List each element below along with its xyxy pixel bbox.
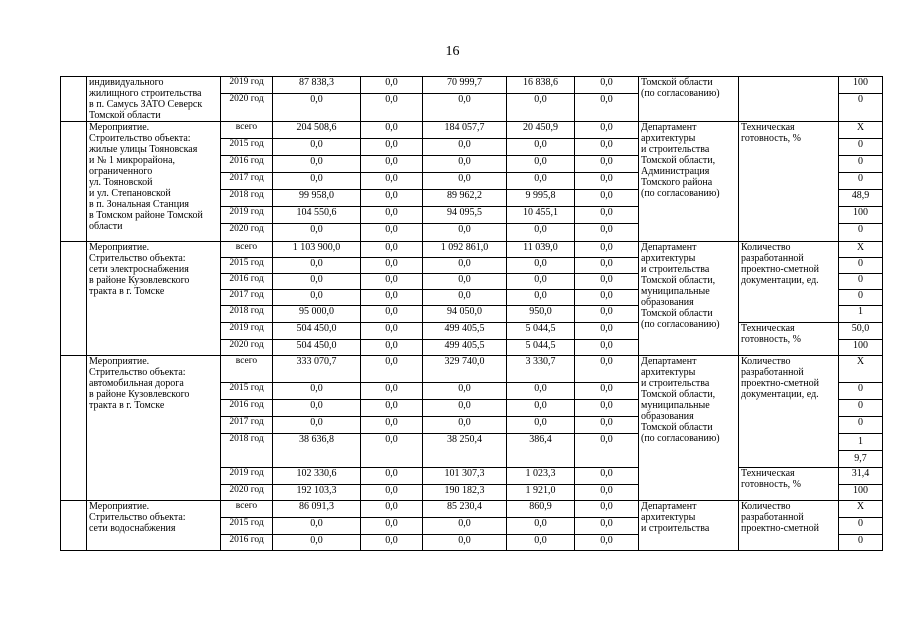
- year-cell: 2018 год: [221, 434, 273, 468]
- responsible-executor-line: Департамент: [641, 501, 697, 512]
- regional-cell: 0,0: [423, 224, 507, 242]
- extra-cell: 0,0: [575, 383, 639, 400]
- activity-description-line: в районе Кузовлевского: [89, 389, 190, 400]
- year-cell: 2020 год: [221, 485, 273, 501]
- extra-cell: 0,0: [575, 356, 639, 383]
- activity-description-line: тракта в г. Томске: [89, 286, 165, 297]
- responsible-executor-line: Томского района: [641, 177, 713, 188]
- year-cell: 2018 год: [221, 306, 273, 323]
- year-cell: 2016 год: [221, 156, 273, 173]
- regional-cell: 1 092 861,0: [423, 242, 507, 258]
- table-row: [61, 356, 883, 383]
- total-cell: 0,0: [273, 94, 361, 122]
- year-cell: 2020 год: [221, 224, 273, 242]
- responsible-executor-line: и строительства: [641, 523, 710, 534]
- indicator-value: 0: [839, 156, 883, 173]
- indicator-value: 0: [839, 94, 883, 122]
- extra-cell: 0,0: [575, 417, 639, 434]
- regional-cell: 0,0: [423, 94, 507, 122]
- year-cell: 2015 год: [221, 518, 273, 535]
- local-cell: 386,4: [507, 434, 575, 468]
- row-index-cell: [61, 242, 87, 356]
- activity-description-line: Мероприятие.: [89, 122, 150, 133]
- year-cell: 2019 год: [221, 468, 273, 485]
- local-cell: 10 455,1: [507, 207, 575, 224]
- table-row: [61, 501, 883, 518]
- total-cell: 87 838,3: [273, 77, 361, 94]
- total-cell: 102 330,6: [273, 468, 361, 485]
- local-cell: 0,0: [507, 94, 575, 122]
- indicator-value: 50,0: [839, 323, 883, 340]
- indicator-value: X: [839, 242, 883, 258]
- federal-cell: 0,0: [361, 190, 423, 207]
- responsible-executor-line: муниципальные: [641, 286, 710, 297]
- activity-description: [87, 242, 221, 356]
- indicator-value: 1: [839, 306, 883, 323]
- indicator-value: 48,9: [839, 190, 883, 207]
- local-cell: 0,0: [507, 156, 575, 173]
- responsible-executor-line: архитектуры: [641, 512, 696, 523]
- indicator-value: 0: [839, 518, 883, 535]
- indicator-cell: [739, 77, 839, 122]
- regional-cell: 0,0: [423, 518, 507, 535]
- activity-description-line: и № 1 микрорайона,: [89, 155, 176, 166]
- year-cell: 2020 год: [221, 340, 273, 356]
- regional-cell: 0,0: [423, 156, 507, 173]
- local-cell: 5 044,5: [507, 323, 575, 340]
- local-cell: 1 921,0: [507, 485, 575, 501]
- total-cell: 0,0: [273, 156, 361, 173]
- activity-description-line: области: [89, 221, 123, 232]
- federal-cell: 0,0: [361, 207, 423, 224]
- activity-description-line: в п. Самусь ЗАТО Северск: [89, 99, 203, 110]
- extra-cell: 0,0: [575, 94, 639, 122]
- total-cell: 104 550,6: [273, 207, 361, 224]
- indicator-value: 0: [839, 258, 883, 274]
- activity-description-line: индивидуального: [89, 77, 164, 88]
- year-cell: 2019 год: [221, 77, 273, 94]
- activity-description-line: автомобильная дорога: [89, 378, 184, 389]
- activity-description-line: ограниченного: [89, 166, 153, 177]
- indicator-name-line: Техническая: [741, 122, 795, 133]
- activity-description: [87, 501, 221, 551]
- total-cell: 0,0: [273, 417, 361, 434]
- year-cell: 2020 год: [221, 94, 273, 122]
- extra-cell: 0,0: [575, 434, 639, 468]
- responsible-executor-line: Томской области: [641, 77, 713, 88]
- indicator-value: 0: [839, 139, 883, 156]
- total-cell: 95 000,0: [273, 306, 361, 323]
- regional-cell: 38 250,4: [423, 434, 507, 468]
- extra-cell: 0,0: [575, 77, 639, 94]
- indicator-name: [739, 242, 839, 323]
- year-cell: 2017 год: [221, 417, 273, 434]
- total-cell: 0,0: [273, 274, 361, 290]
- responsible-executor-line: Администрация: [641, 166, 710, 177]
- regional-cell: 0,0: [423, 274, 507, 290]
- extra-cell: 0,0: [575, 485, 639, 501]
- regional-cell: 89 962,2: [423, 190, 507, 207]
- indicator-value: 0: [839, 290, 883, 306]
- indicator-value: 100: [839, 485, 883, 501]
- indicator-name-line: проектно-сметной: [741, 264, 819, 275]
- responsible-executor-line: Томской области: [641, 308, 713, 319]
- activity-description: [87, 356, 221, 501]
- indicator-name: [739, 468, 839, 501]
- table-row: [61, 77, 883, 94]
- total-cell: 99 958,0: [273, 190, 361, 207]
- activity-description: [87, 122, 221, 242]
- year-cell: 2016 год: [221, 535, 273, 551]
- local-cell: 9 995,8: [507, 190, 575, 207]
- extra-cell: 0,0: [575, 306, 639, 323]
- indicator-name-line: Техническая: [741, 468, 795, 479]
- extra-cell: 0,0: [575, 400, 639, 417]
- regional-cell: 0,0: [423, 383, 507, 400]
- responsible-executor: [639, 242, 739, 356]
- responsible-executor-line: архитектуры: [641, 133, 696, 144]
- local-cell: 0,0: [507, 383, 575, 400]
- federal-cell: 0,0: [361, 156, 423, 173]
- activity-description-line: Стрительство объекта:: [89, 512, 186, 523]
- federal-cell: 0,0: [361, 417, 423, 434]
- year-cell: 2018 год: [221, 190, 273, 207]
- table-row: [61, 242, 883, 258]
- indicator-name-line: документации, ед.: [741, 389, 819, 400]
- indicator-name-line: Количество: [741, 242, 791, 253]
- row-index-cell: [61, 77, 87, 122]
- total-cell: 333 070,7: [273, 356, 361, 383]
- activity-description-line: Стрительство объекта:: [89, 367, 186, 378]
- activity-description-line: жилые улицы Тояновская: [89, 144, 198, 155]
- year-cell: всего: [221, 356, 273, 383]
- extra-cell: 0,0: [575, 501, 639, 518]
- indicator-value: 0: [839, 274, 883, 290]
- activity-description-line: Строительство объекта:: [89, 133, 191, 144]
- regional-cell: 190 182,3: [423, 485, 507, 501]
- regional-cell: 70 999,7: [423, 77, 507, 94]
- total-cell: 0,0: [273, 383, 361, 400]
- regional-cell: 0,0: [423, 400, 507, 417]
- extra-cell: 0,0: [575, 156, 639, 173]
- indicator-value: 100: [839, 77, 883, 94]
- indicator-name-line: готовность, %: [741, 334, 801, 345]
- responsible-executor-line: архитектуры: [641, 367, 696, 378]
- regional-cell: 101 307,3: [423, 468, 507, 485]
- local-cell: 11 039,0: [507, 242, 575, 258]
- extra-cell: 0,0: [575, 122, 639, 139]
- total-cell: 504 450,0: [273, 323, 361, 340]
- indicator-name-line: разработанной: [741, 512, 804, 523]
- federal-cell: 0,0: [361, 535, 423, 551]
- indicator-name-line: проектно-сметной: [741, 523, 819, 534]
- local-cell: 0,0: [507, 290, 575, 306]
- total-cell: 0,0: [273, 290, 361, 306]
- federal-cell: 0,0: [361, 94, 423, 122]
- total-cell: 1 103 900,0: [273, 242, 361, 258]
- indicator-name-line: разработанной: [741, 367, 804, 378]
- responsible-executor-line: Департамент: [641, 122, 697, 133]
- federal-cell: 0,0: [361, 242, 423, 258]
- activity-description-line: Мероприятие.: [89, 501, 150, 512]
- indicator-name-line: готовность, %: [741, 133, 801, 144]
- activity-description-line: в районе Кузовлевского: [89, 275, 190, 286]
- activity-description: [87, 77, 221, 122]
- program-table: [60, 76, 883, 551]
- year-cell: всего: [221, 501, 273, 518]
- responsible-executor-line: (по согласованию): [641, 319, 720, 330]
- indicator-name: [739, 122, 839, 242]
- activity-description-line: Мероприятие.: [89, 242, 150, 253]
- extra-cell: 0,0: [575, 258, 639, 274]
- regional-cell: 329 740,0: [423, 356, 507, 383]
- regional-cell: 0,0: [423, 258, 507, 274]
- year-cell: 2016 год: [221, 274, 273, 290]
- total-cell: 504 450,0: [273, 340, 361, 356]
- activity-description-line: ул. Тояновской: [89, 177, 153, 188]
- regional-cell: 184 057,7: [423, 122, 507, 139]
- total-cell: 0,0: [273, 258, 361, 274]
- extra-cell: 0,0: [575, 242, 639, 258]
- federal-cell: 0,0: [361, 323, 423, 340]
- activity-description-line: сети водоснабжения: [89, 523, 176, 534]
- local-cell: 0,0: [507, 258, 575, 274]
- regional-cell: 0,0: [423, 290, 507, 306]
- total-cell: 0,0: [273, 224, 361, 242]
- total-cell: 0,0: [273, 535, 361, 551]
- responsible-executor-line: (по согласованию): [641, 433, 720, 444]
- extra-cell: 0,0: [575, 207, 639, 224]
- indicator-name-line: Техническая: [741, 323, 795, 334]
- responsible-executor: [639, 122, 739, 242]
- page-number: 16: [445, 44, 460, 59]
- indicator-name: [739, 501, 839, 551]
- local-cell: 0,0: [507, 535, 575, 551]
- federal-cell: 0,0: [361, 356, 423, 383]
- indicator-name-line: проектно-сметной: [741, 378, 819, 389]
- federal-cell: 0,0: [361, 501, 423, 518]
- activity-description-line: тракта в г. Томске: [89, 400, 165, 411]
- row-index-cell: [61, 501, 87, 551]
- year-cell: 2015 год: [221, 383, 273, 400]
- extra-cell: 0,0: [575, 535, 639, 551]
- federal-cell: 0,0: [361, 224, 423, 242]
- federal-cell: 0,0: [361, 468, 423, 485]
- responsible-executor-line: Томской области,: [641, 275, 716, 286]
- year-cell: всего: [221, 242, 273, 258]
- federal-cell: 0,0: [361, 485, 423, 501]
- indicator-value: 0: [839, 535, 883, 551]
- federal-cell: 0,0: [361, 400, 423, 417]
- indicator-value: 0: [839, 400, 883, 417]
- activity-description-line: Мероприятие.: [89, 356, 150, 367]
- total-cell: 192 103,3: [273, 485, 361, 501]
- row-index-cell: [61, 356, 87, 501]
- extra-cell: 0,0: [575, 190, 639, 207]
- year-cell: 2015 год: [221, 258, 273, 274]
- activity-description-line: в Томском районе Томской: [89, 210, 203, 221]
- regional-cell: 0,0: [423, 173, 507, 190]
- indicator-value: 1: [839, 434, 882, 451]
- responsible-executor-line: Департамент: [641, 356, 697, 367]
- activity-description-line: Стрительство объекта:: [89, 253, 186, 264]
- extra-cell: 0,0: [575, 139, 639, 156]
- local-cell: 0,0: [507, 274, 575, 290]
- indicator-value: 0: [839, 417, 883, 434]
- year-cell: 2017 год: [221, 173, 273, 190]
- extra-cell: 0,0: [575, 224, 639, 242]
- year-cell: 2015 год: [221, 139, 273, 156]
- local-cell: 20 450,9: [507, 122, 575, 139]
- federal-cell: 0,0: [361, 274, 423, 290]
- federal-cell: 0,0: [361, 77, 423, 94]
- year-cell: 2019 год: [221, 207, 273, 224]
- federal-cell: 0,0: [361, 258, 423, 274]
- federal-cell: 0,0: [361, 340, 423, 356]
- indicator-value: 0: [839, 224, 883, 242]
- regional-cell: 94 095,5: [423, 207, 507, 224]
- total-cell: 0,0: [273, 139, 361, 156]
- indicator-value: 31,4: [839, 468, 883, 485]
- indicator-value: 0: [839, 173, 883, 190]
- local-cell: 5 044,5: [507, 340, 575, 356]
- indicator-name-line: готовность, %: [741, 479, 801, 490]
- responsible-executor: [639, 77, 739, 122]
- indicator-value: 100: [839, 207, 883, 224]
- responsible-executor: [639, 356, 739, 501]
- responsible-executor-line: (по согласованию): [641, 188, 720, 199]
- local-cell: 16 838,6: [507, 77, 575, 94]
- extra-cell: 0,0: [575, 173, 639, 190]
- activity-description-line: сети электроснабжения: [89, 264, 189, 275]
- indicator-name-line: Количество: [741, 356, 791, 367]
- responsible-executor-line: образования: [641, 411, 694, 422]
- total-cell: 38 636,8: [273, 434, 361, 468]
- regional-cell: 0,0: [423, 139, 507, 156]
- federal-cell: 0,0: [361, 139, 423, 156]
- total-cell: 86 091,3: [273, 501, 361, 518]
- responsible-executor-line: и строительства: [641, 264, 710, 275]
- activity-description-line: и ул. Степановской: [89, 188, 171, 199]
- indicator-value: X: [839, 501, 883, 518]
- activity-description-line: жилищного строительства: [89, 88, 202, 99]
- responsible-executor-line: Департамент: [641, 242, 697, 253]
- responsible-executor-line: Томской области,: [641, 155, 716, 166]
- indicator-name-line: документации, ед.: [741, 275, 819, 286]
- responsible-executor-line: муниципальные: [641, 400, 710, 411]
- activity-description-line: в п. Зональная Станция: [89, 199, 190, 210]
- responsible-executor-line: и строительства: [641, 378, 710, 389]
- local-cell: 0,0: [507, 139, 575, 156]
- federal-cell: 0,0: [361, 383, 423, 400]
- indicator-value-cell: [839, 434, 883, 468]
- year-cell: 2019 год: [221, 323, 273, 340]
- year-cell: 2016 год: [221, 400, 273, 417]
- total-cell: 0,0: [273, 518, 361, 535]
- local-cell: 3 330,7: [507, 356, 575, 383]
- federal-cell: 0,0: [361, 290, 423, 306]
- responsible-executor: [639, 501, 739, 551]
- local-cell: 0,0: [507, 173, 575, 190]
- indicator-value: 9,7: [854, 453, 867, 464]
- responsible-executor-line: образования: [641, 297, 694, 308]
- regional-cell: 499 405,5: [423, 323, 507, 340]
- regional-cell: 499 405,5: [423, 340, 507, 356]
- local-cell: 0,0: [507, 224, 575, 242]
- responsible-executor-line: архитектуры: [641, 253, 696, 264]
- indicator-name-line: разработанной: [741, 253, 804, 264]
- responsible-executor-line: (по согласованию): [641, 88, 720, 99]
- indicator-value: 0: [839, 383, 883, 400]
- indicator-value: X: [839, 356, 883, 383]
- federal-cell: 0,0: [361, 173, 423, 190]
- local-cell: 0,0: [507, 400, 575, 417]
- extra-cell: 0,0: [575, 468, 639, 485]
- responsible-executor-line: Томской области: [641, 422, 713, 433]
- extra-cell: 0,0: [575, 323, 639, 340]
- local-cell: 950,0: [507, 306, 575, 323]
- row-index-cell: [61, 122, 87, 242]
- total-cell: 0,0: [273, 173, 361, 190]
- regional-cell: 85 230,4: [423, 501, 507, 518]
- federal-cell: 0,0: [361, 518, 423, 535]
- indicator-value: X: [839, 122, 883, 139]
- extra-cell: 0,0: [575, 290, 639, 306]
- total-cell: 0,0: [273, 400, 361, 417]
- federal-cell: 0,0: [361, 434, 423, 468]
- extra-cell: 0,0: [575, 274, 639, 290]
- extra-cell: 0,0: [575, 340, 639, 356]
- federal-cell: 0,0: [361, 306, 423, 323]
- extra-cell: 0,0: [575, 518, 639, 535]
- total-cell: 204 508,6: [273, 122, 361, 139]
- local-cell: 1 023,3: [507, 468, 575, 485]
- federal-cell: 0,0: [361, 122, 423, 139]
- indicator-name: [739, 323, 839, 356]
- activity-description-line: Томской области: [89, 110, 161, 121]
- local-cell: 0,0: [507, 518, 575, 535]
- table-row: [61, 122, 883, 139]
- local-cell: 0,0: [507, 417, 575, 434]
- regional-cell: 0,0: [423, 417, 507, 434]
- year-cell: 2017 год: [221, 290, 273, 306]
- responsible-executor-line: и строительства: [641, 144, 710, 155]
- regional-cell: 94 050,0: [423, 306, 507, 323]
- indicator-value: 100: [839, 340, 883, 356]
- responsible-executor-line: Томской области,: [641, 389, 716, 400]
- indicator-name-line: Количество: [741, 501, 791, 512]
- indicator-name: [739, 356, 839, 468]
- year-cell: всего: [221, 122, 273, 139]
- regional-cell: 0,0: [423, 535, 507, 551]
- local-cell: 860,9: [507, 501, 575, 518]
